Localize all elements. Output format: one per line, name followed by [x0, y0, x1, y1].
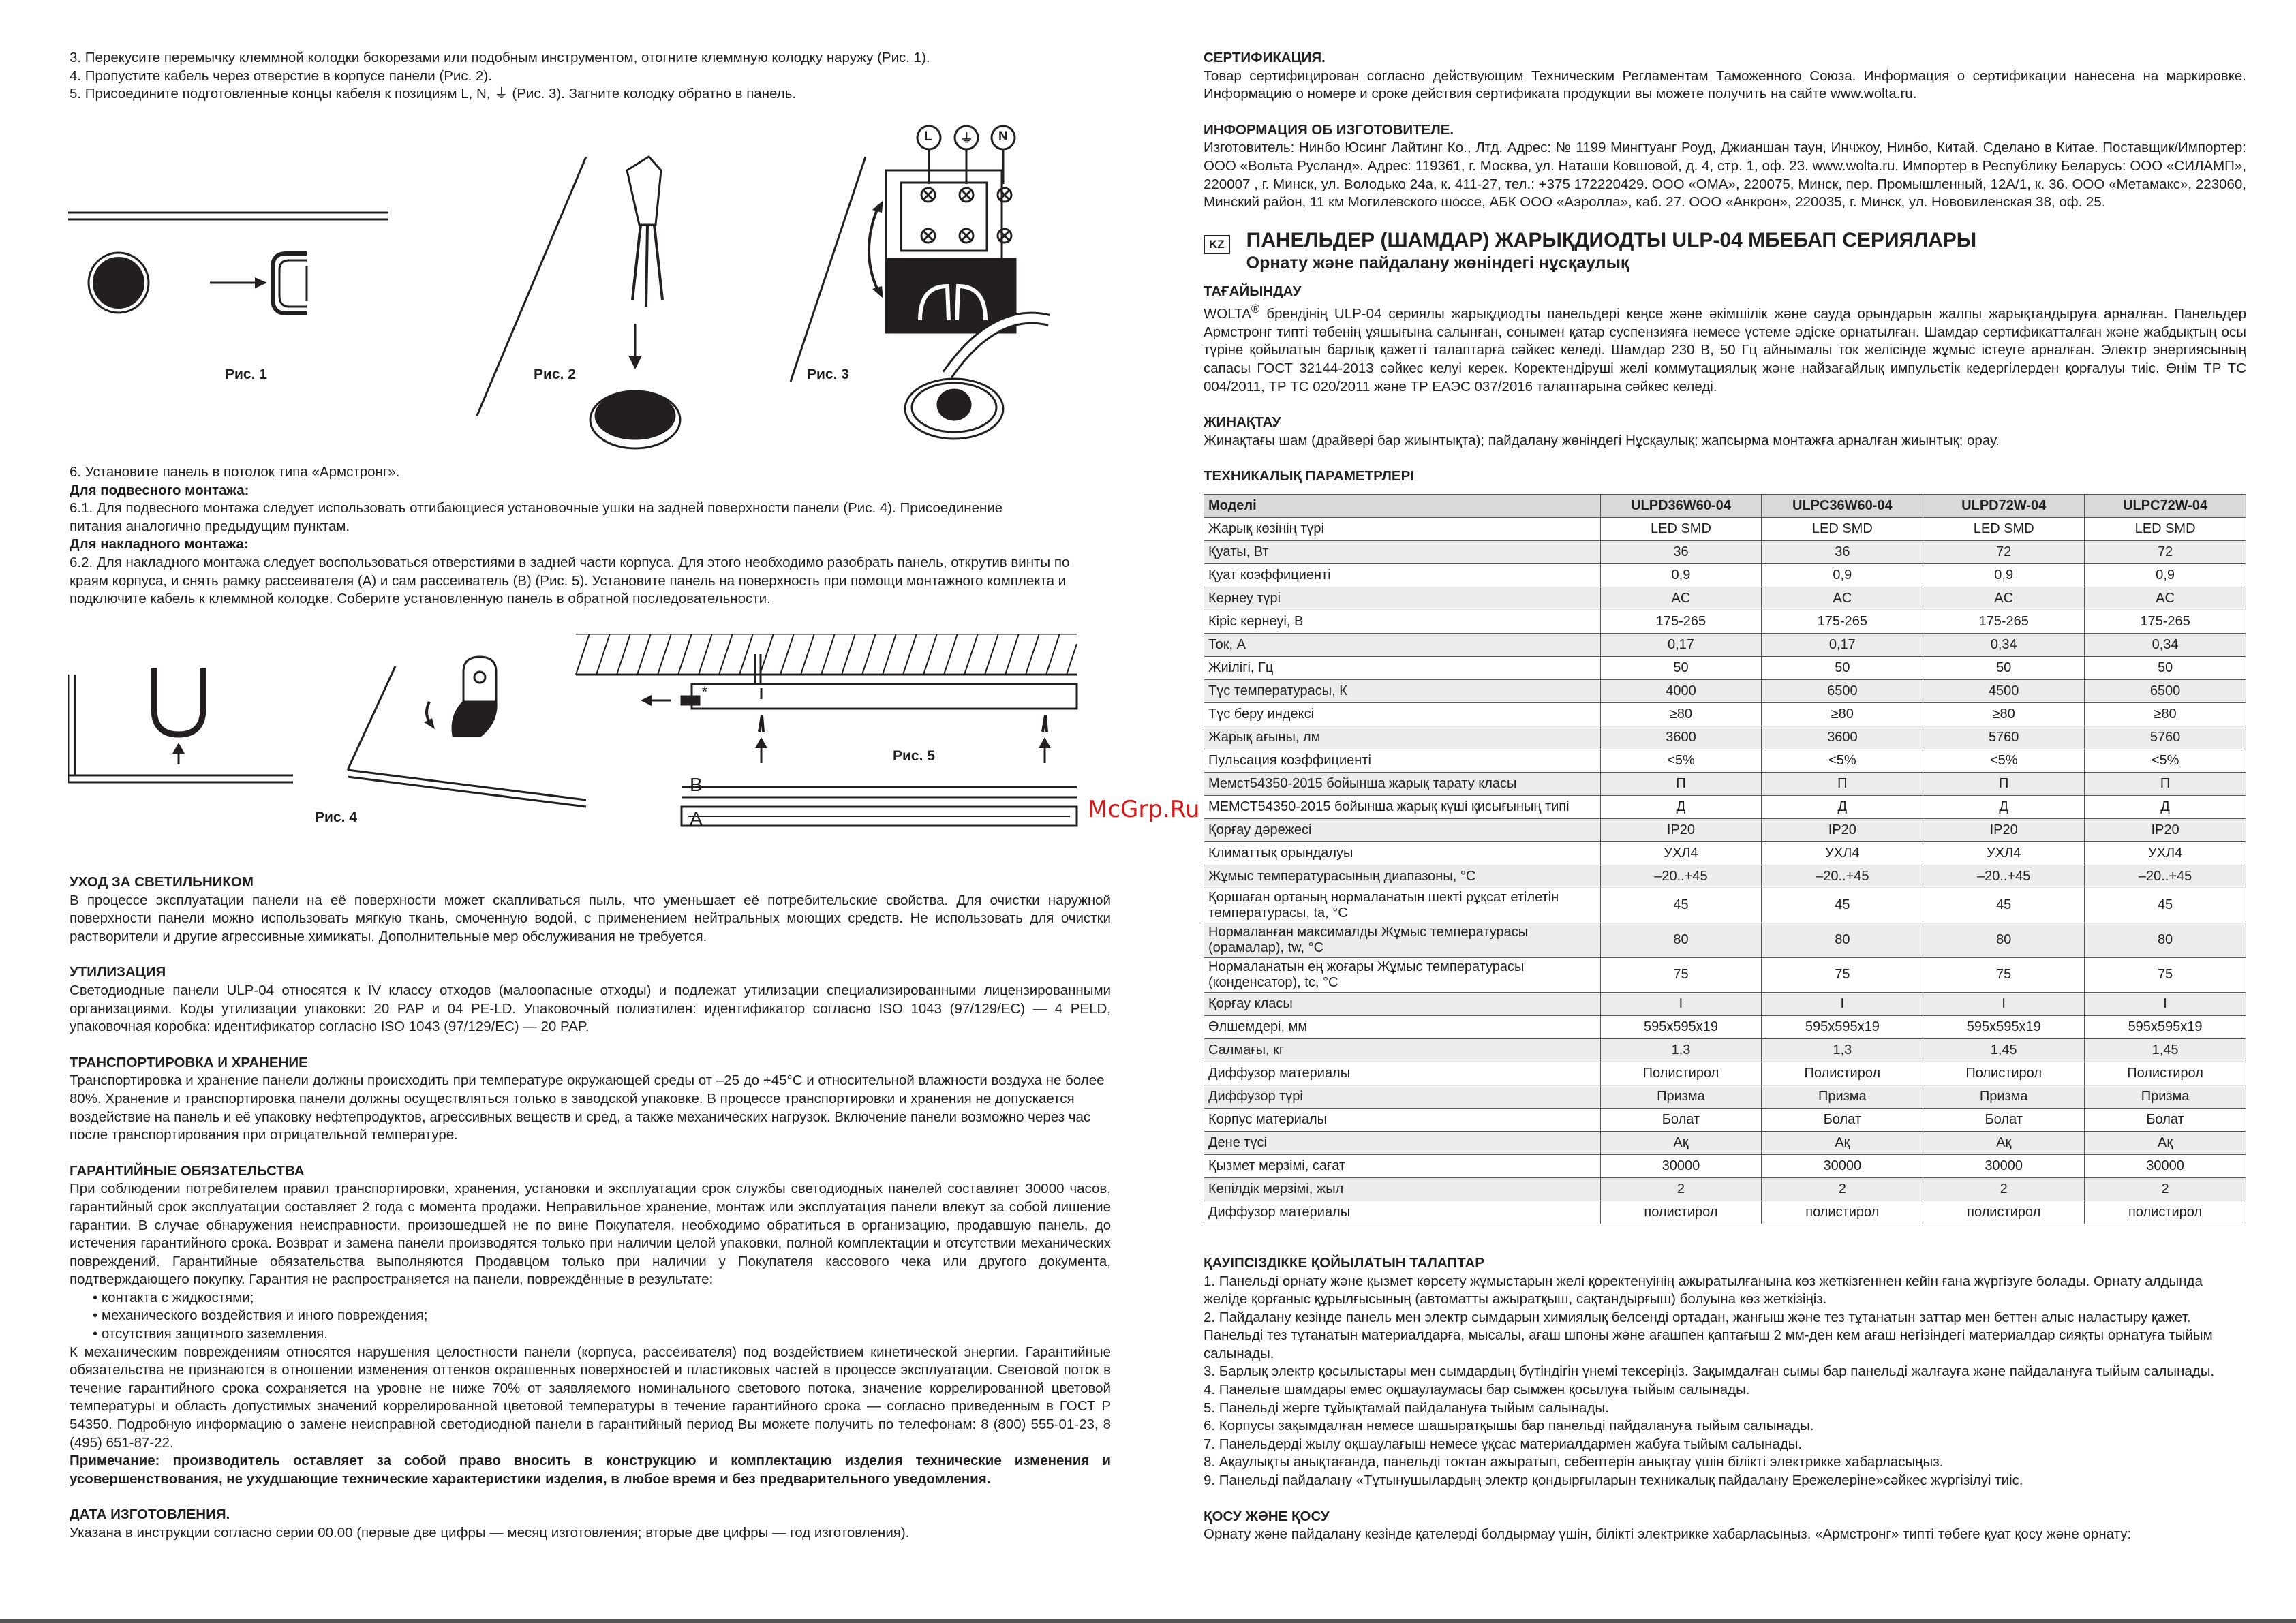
table-cell: полистирол	[2085, 1201, 2246, 1224]
table-row	[1204, 540, 2246, 563]
table-cell: 45	[2085, 888, 2246, 923]
table-cell: 36	[1600, 540, 1762, 563]
table-header-cell: ULPD72W-04	[1923, 494, 2085, 517]
table-cell: 80	[1762, 923, 1923, 957]
fig2-drawing	[477, 157, 680, 448]
fig3-label-ground: ⏚	[960, 132, 974, 146]
table-cell: 595x595x19	[1762, 1015, 1923, 1038]
table-cell: 50	[2085, 656, 2246, 679]
spec-table-body	[1204, 494, 2246, 1224]
table-row	[1204, 587, 2246, 610]
safety-title: ҚАУІПСІЗДІККЕ ҚОЙЫЛАТЫН ТАЛАПТАР	[1204, 1254, 1484, 1271]
table-row	[1204, 818, 2246, 841]
table-cell: П	[1762, 772, 1923, 795]
table-row	[1204, 772, 2246, 795]
table-cell: П	[1923, 772, 2085, 795]
table-cell: 595x595x19	[1923, 1015, 2085, 1038]
table-row-label: Жарық көзінің түрі	[1204, 517, 1601, 540]
table-row-label: Диффузор материалы	[1204, 1201, 1601, 1224]
table-cell: 50	[1600, 656, 1762, 679]
warranty-text: При соблюдении потребителем правил транспортировки, хранения, установки и эксплуатации срок службы светодиодных панелей составляет 30000 часов, гарантийный срок эксплуатации составляет 2 года с момента продажи. Неправильное хранение, монтаж или эксплуатация панели влекут за собой лишение гарантии. В случае обнаружения неисправности, произошедшей не по вине Покупателя, необходимо обратиться в организацию, продавшую панель, до истечения гарантийного срока. Возврат и замена панели производятся только при наличии целой упаковки, полной комплектации и отсутствии механических повреждений. Гарантийные обязательства выполняются Продавцом только при наличии у Покупателя кассового чека или другого документа, подтверждающего покупку. Гарантия не распространяется на панели, повреждённые в результате:	[70, 1181, 1111, 1288]
table-cell: 30000	[1923, 1154, 2085, 1177]
table-cell: –20..+45	[1600, 865, 1762, 888]
table-cell: Ақ	[1762, 1131, 1923, 1154]
table-cell: 80	[2085, 923, 2246, 957]
table-cell: УХЛ4	[2085, 841, 2246, 865]
fig3-label-l: L	[924, 129, 932, 144]
step-5: 5. Присоедините подготовленные концы кабеля к позициям L, N, ⏚ (Рис. 3). Загните колодку обратно в панель.	[70, 86, 797, 102]
table-row	[1204, 888, 2246, 923]
table-cell: УХЛ4	[1762, 841, 1923, 865]
table-row	[1204, 656, 2246, 679]
note-text: производитель оставляет за собой право вносить в конструкцию и комплектацию изделия технические изменения и усовершенствования, не ухудшающие технические характеристики изделия, в любое время и без предварительного уведомления.	[70, 1453, 1111, 1487]
safety-item: 4. Панельге шамдары емес оқшаулаумасы бар сымжен қосылуға тыйым салынады.	[1204, 1382, 1750, 1398]
table-cell: Призма	[1762, 1085, 1923, 1108]
table-row-label: Қоршаған ортаның нормаланатын шекті рұқсат етілетін температурасы, ta, °С	[1204, 888, 1601, 923]
table-row	[1204, 841, 2246, 865]
table-cell: П	[1600, 772, 1762, 795]
table-cell: 3600	[1762, 726, 1923, 749]
table-cell: 30000	[1762, 1154, 1923, 1177]
purpose-brand: WOLTA	[1204, 306, 1251, 322]
warranty-list-item: • отсутствия защитного заземления.	[93, 1325, 1111, 1344]
fig5-drawing	[576, 634, 1077, 826]
table-row-label: Нормаланатын ең жоғары Жұмыс температурасы (конденсатор), tc, °С	[1204, 957, 1601, 992]
warranty-list-item: • механического воздействия и иного повреждения;	[93, 1307, 1111, 1325]
table-cell: 30000	[2085, 1154, 2246, 1177]
safety-item: 8. Ақаулықты анықтағанда, панельді токтан ажыратып, себептерін анықтау үшін білікті электрикке хабарласыңыз.	[1204, 1454, 1944, 1470]
fig5-star: *	[702, 684, 708, 700]
table-cell: Болат	[1600, 1108, 1762, 1131]
table-cell: 175-265	[1600, 610, 1762, 633]
table-row	[1204, 679, 2246, 702]
table-row-label: Мемст54350-2015 бойынша жарық тарату класы	[1204, 772, 1601, 795]
table-cell: 2	[2085, 1177, 2246, 1201]
safety-item: 6. Корпусы зақымдалған немесе шашыратқышы бар панельді пайдалануға тыйым салынады.	[1204, 1418, 1814, 1434]
maker-title: ИНФОРМАЦИЯ ОБ ИЗГОТОВИТЕЛЕ.	[1204, 121, 1454, 138]
table-cell: 5760	[1923, 726, 2085, 749]
table-header-cell: ULPD36W60-04	[1600, 494, 1762, 517]
table-cell: LED SMD	[2085, 517, 2246, 540]
table-cell: 595x595x19	[2085, 1015, 2246, 1038]
table-cell: 30000	[1600, 1154, 1762, 1177]
table-cell: Болат	[2085, 1108, 2246, 1131]
table-cell: Д	[1923, 795, 2085, 818]
step-4: 4. Пропустите кабель через отверстие в корпусе панели (Рис. 2).	[70, 67, 492, 84]
table-header-cell: ULPC36W60-04	[1762, 494, 1923, 517]
table-row	[1204, 1038, 2246, 1062]
connect-text: Орнату және пайдалану кезінде қателерді болдырмау үшін, білікті электрикке хабарласыңыз. «Армстронг» типті төбеге қуат қосу және орнату:	[1204, 1526, 2132, 1543]
table-cell: I	[2085, 992, 2246, 1015]
table-cell: I	[1600, 992, 1762, 1015]
fig2-caption: Рис. 2	[534, 367, 576, 382]
table-row	[1204, 957, 2246, 992]
table-cell: Полистирол	[1923, 1062, 2085, 1085]
fig4-drawing	[68, 657, 586, 807]
table-row-label: Диффузор түрі	[1204, 1085, 1601, 1108]
disposal-text: Светодиодные панели ULP-04 относятся к IV классу отходов (малоопасные отходы) и подлежат утилизации специализированными лицензированными организациями. Коды утилизации упаковки: 20 PAP и 04 PE-LD. Упаковочный полиэтилен: идентификатор согласно ISO 1043 (97/129/EC) — 4 PELD, упаковочная коробка: идентификатор согласно ISO 1043 (97/129/EC) — 20 PAP.	[70, 982, 1111, 1035]
overhead-text: 6.2. Для накладного монтажа следует воспользоваться отверстиями в задней части корпуса. Для этого необходимо разобрать панель, открутив винты по краям корпуса, и снять рамку рассеивателя (А) и сам рассеиватель (В) (Рис. 5). Установите панель на поверхность при помощи монтажного комплекта и подключите кабель к клеммной колодке. Соберите установленную панель в обратной последовательности.	[70, 554, 1070, 607]
step-6: 6. Установите панель в потолок типа «Армстронг».	[70, 464, 400, 480]
table-row-label: Қызмет мерзімі, сағат	[1204, 1154, 1601, 1177]
table-cell: Ақ	[1600, 1131, 1762, 1154]
table-cell: 0,9	[1762, 563, 1923, 587]
table-row	[1204, 1201, 2246, 1224]
table-cell: 75	[2085, 957, 2246, 992]
warranty-title: ГАРАНТИЙНЫЕ ОБЯЗАТЕЛЬСТВА	[70, 1162, 305, 1179]
table-cell: 595x595x19	[1600, 1015, 1762, 1038]
install-text	[70, 463, 1111, 608]
purpose-title: ТАҒАЙЫНДАУ	[1204, 283, 1302, 299]
kit-text: Жинақтағы шам (драйвері бар жиынтықта); пайдалану жөніндегі Нұсқаулық; жапсырма монтажға арналған жиынтық; орау.	[1204, 432, 2000, 448]
fig1-caption: Рис. 1	[225, 367, 267, 382]
table-cell: <5%	[1762, 749, 1923, 772]
table-cell: 0,9	[1923, 563, 2085, 587]
table-cell: Призма	[2085, 1085, 2246, 1108]
table-row-label: Кернеу түрі	[1204, 587, 1601, 610]
table-cell: 0,9	[1600, 563, 1762, 587]
table-row	[1204, 1015, 2246, 1038]
table-cell: 0,34	[2085, 633, 2246, 656]
kz-subtitle: Орнату және пайдалану жөніндегі нұсқаулық	[1246, 253, 1629, 273]
table-row	[1204, 992, 2246, 1015]
warranty-text-2: К механическим повреждениям относятся нарушения целостности панели (корпуса, рассеивателя) под воздействием кинетической энергии. Гарантийные обязательства не признаются в отношении изменения оттенков окрашенных поверхностей и пластиковых частей в процессе эксплуатации. Световой поток в течение гарантийного срока сохраняется на уровне не ниже 70% от заявляемого номинального светового потока, значение коррелированной цветовой температуры и область допустимых значений коррелированной цветовой температуры в течение гарантийного срока — согласно приведенным в ГОСТ Р 54350. Подробную информацию о замене неисправной светодиодной панели в гарантийный период Вы можете получить по телефонам: 8 (800) 555-01-23, 8 (495) 651-87-22.	[70, 1344, 1111, 1451]
table-cell: полистирол	[1923, 1201, 2085, 1224]
table-row-label: Қуат коэффициенті	[1204, 563, 1601, 587]
table-row	[1204, 563, 2246, 587]
table-row-label: Қорғау класы	[1204, 992, 1601, 1015]
table-row-label: Нормаланған максималды Жұмыс температурасы (орамалар), tw, °С	[1204, 923, 1601, 957]
table-cell: полистирол	[1600, 1201, 1762, 1224]
table-cell: –20..+45	[1762, 865, 1923, 888]
transport-title: ТРАНСПОРТИРОВКА И ХРАНЕНИЕ	[70, 1054, 308, 1070]
table-cell: ≥80	[1923, 702, 2085, 726]
table-cell: <5%	[2085, 749, 2246, 772]
table-cell: 0,34	[1923, 633, 2085, 656]
table-row	[1204, 1154, 2246, 1177]
cert-title: СЕРТИФИКАЦИЯ.	[1204, 50, 1326, 65]
table-row	[1204, 1177, 2246, 1201]
table-cell: I	[1923, 992, 2085, 1015]
table-cell: <5%	[1600, 749, 1762, 772]
table-row	[1204, 633, 2246, 656]
figures-4-5	[68, 634, 1090, 838]
table-row-label: Кіріс кернеуі, В	[1204, 610, 1601, 633]
table-header-row	[1204, 494, 2246, 517]
safety-list	[1204, 1273, 2246, 1490]
table-row	[1204, 702, 2246, 726]
table-cell: УХЛ4	[1600, 841, 1762, 865]
bottom-rule	[0, 1619, 2296, 1623]
date-text: Указана в инструкции согласно серии 00.00 (первые две цифры — месяц изготовления; вторые две цифры — год изготовления).	[70, 1525, 910, 1541]
suspended-title: Для подвесного монтажа:	[70, 482, 249, 498]
warranty-list	[70, 1289, 1111, 1344]
right-column	[1204, 49, 2246, 1544]
table-cell: 3600	[1600, 726, 1762, 749]
table-cell: AC	[1923, 587, 2085, 610]
table-cell: Призма	[1923, 1085, 2085, 1108]
table-cell: LED SMD	[1762, 517, 1923, 540]
table-row	[1204, 1108, 2246, 1131]
table-row	[1204, 749, 2246, 772]
figures-1-3	[68, 116, 1050, 470]
table-cell: 175-265	[1923, 610, 2085, 633]
table-cell: IP20	[1600, 818, 1762, 841]
table-cell: Ақ	[1923, 1131, 2085, 1154]
table-row-label: Жарық ағыны, лм	[1204, 726, 1601, 749]
table-cell: 6500	[2085, 679, 2246, 702]
table-header-cell: Моделі	[1204, 494, 1601, 517]
table-cell: Болат	[1762, 1108, 1923, 1131]
table-cell: 1,45	[2085, 1038, 2246, 1062]
table-row	[1204, 1131, 2246, 1154]
step-3: 3. Перекусите перемычку клеммной колодки бокорезами или подобным инструментом, отогните клеммную колодку наружу (Рис. 1).	[70, 50, 930, 65]
fig1-drawing	[68, 213, 388, 313]
date-title: ДАТА ИЗГОТОВЛЕНИЯ.	[70, 1506, 230, 1523]
table-cell: AC	[2085, 587, 2246, 610]
table-cell: УХЛ4	[1923, 841, 2085, 865]
fig3-label-n: N	[998, 129, 1008, 144]
table-cell: 45	[1600, 888, 1762, 923]
table-row-label: Қуаты, Вт	[1204, 540, 1601, 563]
table-cell: 36	[1762, 540, 1923, 563]
table-cell: <5%	[1923, 749, 2085, 772]
table-row	[1204, 923, 2246, 957]
table-cell: 72	[1923, 540, 2085, 563]
table-header-cell: ULPC72W-04	[2085, 494, 2246, 517]
cert-text: Товар сертифицирован согласно действующим Техническим Регламентам Таможенного Союза. Информация о сертификации нанесена на маркировке. Информацию о номере и сроке действия сертификата продукции вы можете получить на сайте www.wolta.ru.	[1204, 67, 2246, 102]
table-cell: 4000	[1600, 679, 1762, 702]
table-cell: Полистирол	[1762, 1062, 1923, 1085]
table-row-label: МЕМСТ54350-2015 бойынша жарық күші қисығының типі	[1204, 795, 1601, 818]
kit-title: ЖИНАҚТАУ	[1204, 414, 1281, 431]
fig5-label-a: A	[690, 808, 703, 829]
table-cell: 45	[1923, 888, 2085, 923]
safety-item: 9. Панельді пайдалану «Тұтынушылардың электр қондырғыларын техникалық пайдалану Ережелеріне»сәйкес жүргізілуі тиіс.	[1204, 1472, 2023, 1489]
table-row-label: Жиілігі, Гц	[1204, 656, 1601, 679]
table-cell: 50	[1923, 656, 2085, 679]
table-cell: LED SMD	[1600, 517, 1762, 540]
table-row-label: Корпус материалы	[1204, 1108, 1601, 1131]
table-row-label: Жұмыс температурасының диапазоны, °С	[1204, 865, 1601, 888]
table-row-label: Түс температурасы, К	[1204, 679, 1601, 702]
table-cell: Ақ	[2085, 1131, 2246, 1154]
transport-text: Транспортировка и хранение панели должны происходить при температуре окружающей среды от –25 до +45°C и относительной влажности воздуха не более 80%. Хранение и транспортировка панели должны осуществляться только в заводской упаковке. В процессе транспортировки и хранения не допускается воздействие на панель и её упаковку нефтепродуктов, агрессивных веществ и сред, а также механических нагрузок. Включение панели возможно через час после транспортирования при отрицательной температуре.	[70, 1072, 1105, 1143]
table-row	[1204, 1062, 2246, 1085]
table-row	[1204, 1085, 2246, 1108]
table-row-label: Өлшемдері, мм	[1204, 1015, 1601, 1038]
safety-item: 1. Панельді орнату және қызмет көрсету жұмыстарын желі қоректенуінің ажыратылғанына көз жеткізгеннен кейін ғана жүргізуге болады. Орнату алдында желіде қорғаныс құрылғысының (автоматты ажыратқыш, сақтандырғыш) болуына көз жеткізіңіз.	[1204, 1273, 2203, 1308]
kz-title: ПАНЕЛЬДЕР (ШАМДАР) ЖАРЫҚДИОДТЫ ULP-04 МБЕБАП СЕРИЯЛАРЫ	[1246, 228, 1977, 251]
fig5-caption: Рис. 5	[893, 748, 935, 764]
table-row	[1204, 610, 2246, 633]
table-cell: Полистирол	[2085, 1062, 2246, 1085]
table-cell: 80	[1923, 923, 2085, 957]
table-cell: ≥80	[2085, 702, 2246, 726]
table-cell: 80	[1600, 923, 1762, 957]
table-row-label: Климаттық орындалуы	[1204, 841, 1601, 865]
table-row-label: Кепілдік мерзімі, жыл	[1204, 1177, 1601, 1201]
warranty-list-item: • контакта с жидкостями;	[93, 1289, 1111, 1308]
table-row	[1204, 517, 2246, 540]
fig4-caption: Рис. 4	[315, 809, 357, 825]
table-cell: Д	[1600, 795, 1762, 818]
care-text: В процессе эксплуатации панели на её поверхности может скапливаться пыль, что уменьшает её потребительские свойства. Для очистки наружной поверхности панели можно использовать мягкую ткань, смоченную водой, с применением нейтральных моющих средств. Не использовать для очистки растворители и другие агрессивные химикаты. Дополнительные мер обслуживания не требуется.	[70, 892, 1111, 944]
table-cell: Полистирол	[1600, 1062, 1762, 1085]
table-cell: Болат	[1923, 1108, 2085, 1131]
table-cell: Д	[1762, 795, 1923, 818]
watermark: McGrp.Ru	[1088, 796, 1200, 823]
note-label: Примечание:	[70, 1453, 160, 1469]
table-cell: I	[1762, 992, 1923, 1015]
tech-title: ТЕХНИКАЛЫҚ ПАРАМЕТРЛЕРІ	[1204, 468, 1414, 484]
overhead-title: Для накладного монтажа:	[70, 536, 249, 553]
suspended-text: 6.1. Для подвесного монтажа следует использовать отгибающиеся установочные ушки на задней поверхности панели (Рис. 4). Присоединение питания аналогично предыдущим пунктам.	[70, 500, 1003, 534]
connect-title: ҚОСУ ЖӘНЕ ҚОСУ	[1204, 1508, 1330, 1524]
table-cell: 0,17	[1600, 633, 1762, 656]
table-cell: 4500	[1923, 679, 2085, 702]
table-cell: 2	[1600, 1177, 1762, 1201]
table-cell: П	[2085, 772, 2246, 795]
table-cell: 1,3	[1600, 1038, 1762, 1062]
safety-item: 3. Барлық электр қосылыстары мен сымдардың бүтіндігін үнемі тексеріңіз. Зақымдалған сымы бар панельді жалғауға және пайдалануға тыйым салынады.	[1204, 1363, 2215, 1380]
table-cell: AC	[1600, 587, 1762, 610]
table-cell: 2	[1923, 1177, 2085, 1201]
table-cell: –20..+45	[1923, 865, 2085, 888]
table-cell: 175-265	[1762, 610, 1923, 633]
table-cell: полистирол	[1762, 1201, 1923, 1224]
table-cell: 1,45	[1923, 1038, 2085, 1062]
safety-item: 5. Панельді жерге тұйықтамай пайдалануға тыйым салынады.	[1204, 1400, 1609, 1416]
purpose-text	[1204, 300, 2246, 396]
kz-badge: KZ	[1204, 235, 1230, 254]
fig3-caption: Рис. 3	[807, 367, 849, 382]
table-cell: 2	[1762, 1177, 1923, 1201]
purpose-body: брендінің ULP-04 сериялы жарықдиодты панельдері кеңсе және әкімшілік және сауда орындарын жалпы жарықтандыруға арналған. Панельдер Армстронг типті төбенің ұяшығына салынған, сонымен қатар суспензияға немесе үстеме әдіске орнатылған. Шамдар сертификатталған және жабдықтың осы түріне қойылатын барлық қажетті талаптарға сәйкес келеді. Шамдар 230 В, 50 Гц айнымалы ток желісінде жұмыс істеуге арналған. Электр энергиясының сапасы ГОСТ 32144-2013 сәйкес келуі керек. Коректендіруші желі коммутациялық және найзағайлық импульстік кедергілерден қорғалуы тиіс. Өнім ТР ТС 004/2011, ТР ТС 020/2011 және ТР ЕАЭС 037/2016 талаптарына сәйкес келеді.	[1204, 306, 2246, 395]
table-row-label: Ток, А	[1204, 633, 1601, 656]
table-cell: IP20	[2085, 818, 2246, 841]
left-column	[70, 49, 1111, 104]
table-row	[1204, 726, 2246, 749]
table-cell: 72	[2085, 540, 2246, 563]
care-title: УХОД ЗА СВЕТИЛЬНИКОМ	[70, 874, 254, 890]
table-cell: 75	[1600, 957, 1762, 992]
table-cell: 1,3	[1762, 1038, 1923, 1062]
maker-text: Изготовитель: Нинбо Юсинг Лайтинг Ко., Лтд. Адрес: № 1199 Мингтуанг Роуд, Джианшан таун, Инчжоу, Нинбо, Китай. Сделано в Китае. Поставщик/Импортер: ООО «Вольта Русланд». Адрес: 119361, г. Москва, ул. Наташи Ковшовой, д. 4, стр. 1, оф. 23. www.wolta.ru. Импортер в Республику Беларусь: ООО «СИЛАМП», 220007 , г. Минск, ул. Володько 24а, к. 411-27, тел.: +375 172220429. ООО «ОМА», 220075, Минск, пер. Промышленный, 12А/1, к. 36. ООО «Метамакс», 223060, Минский район, 11 км Могилевского шоссе, АБК ООО «Аэролла», каб. 27. ООО «Анкрон», 220035, г. Минск, ул. Нововиленская 38, оф. 25.	[1204, 140, 2246, 211]
table-row-label: Салмағы, кг	[1204, 1038, 1601, 1062]
table-cell: LED SMD	[1923, 517, 2085, 540]
table-cell: 75	[1923, 957, 2085, 992]
table-cell: 175-265	[2085, 610, 2246, 633]
table-row-label: Түс беру индексі	[1204, 702, 1601, 726]
table-cell: 75	[1762, 957, 1923, 992]
safety-item: 2. Пайдалану кезінде панель мен электр сымдарын химиялық белсенді ортадан, жанғыш және тез тұтанатын заттар мен беттен алыс наластыру қажет. Панельді тез тұтанатын материалдарға, мысалы, ағаш шпоны және ағашпен қаптағыш 2 мм-ден кем ағаш негізіндегі материалдар сияқты орнатуға тыйым салынады.	[1204, 1309, 2213, 1361]
table-cell: IP20	[1762, 818, 1923, 841]
left-sections	[70, 874, 1111, 1543]
table-cell: 5760	[2085, 726, 2246, 749]
table-cell: AC	[1762, 587, 1923, 610]
table-cell: 0,17	[1762, 633, 1923, 656]
spec-table	[1204, 494, 2246, 1224]
table-cell: –20..+45	[2085, 865, 2246, 888]
table-cell: ≥80	[1600, 702, 1762, 726]
table-row-label: Дене түсі	[1204, 1131, 1601, 1154]
purpose-sup: ®	[1251, 303, 1260, 316]
safety-item: 7. Панельдерді жылу оқшаулағыш немесе ұқсас материалдармен жабуға тыйым салынады.	[1204, 1436, 1803, 1452]
table-row	[1204, 795, 2246, 818]
table-row-label: Диффузор материалы	[1204, 1062, 1601, 1085]
disposal-title: УТИЛИЗАЦИЯ	[70, 964, 166, 980]
table-cell: 45	[1762, 888, 1923, 923]
table-cell: Д	[2085, 795, 2246, 818]
table-cell: 50	[1762, 656, 1923, 679]
table-cell: IP20	[1923, 818, 2085, 841]
fig5-label-b: B	[690, 774, 703, 795]
kz-header	[1204, 230, 2246, 273]
table-cell: 6500	[1762, 679, 1923, 702]
note	[70, 1452, 1111, 1488]
table-row	[1204, 865, 2246, 888]
table-cell: Призма	[1600, 1085, 1762, 1108]
table-row-label: Қорғау дәрежесі	[1204, 818, 1601, 841]
fig3-drawing	[791, 126, 1050, 439]
table-row-label: Пульсация коэффициенті	[1204, 749, 1601, 772]
table-cell: ≥80	[1762, 702, 1923, 726]
table-cell: 0,9	[2085, 563, 2246, 587]
